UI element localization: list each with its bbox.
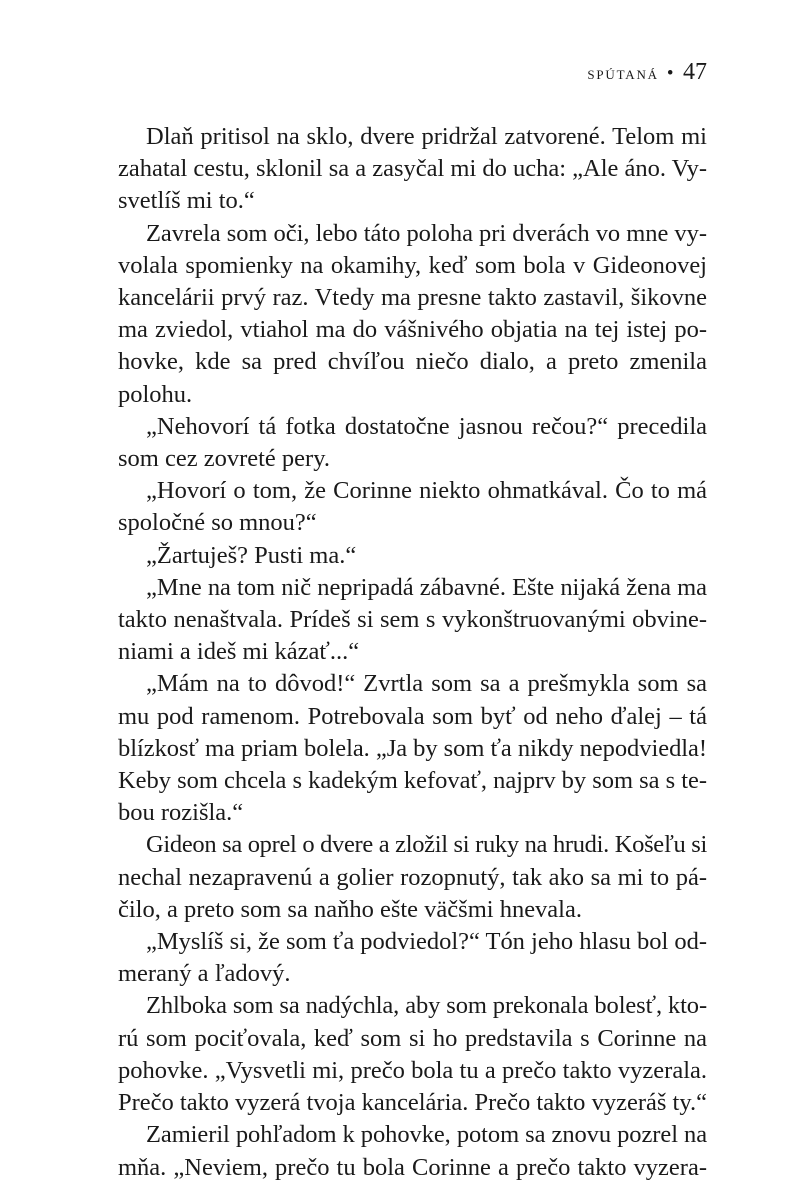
text-line: „Mne na tom nič nepripadá zábavné. Ešte nijaká žena ma [146, 573, 707, 601]
text-line: som cez zovreté pery. [118, 445, 330, 473]
text-line: pohovke. „Vysvetli mi, prečo bola tu a prečo takto vyzerala. [118, 1056, 707, 1084]
paragraph [118, 1119, 707, 1183]
paragraph [118, 926, 707, 990]
text-line: zahatal cestu, sklonil sa a zasyčal mi do ucha: „Ale áno. Vy- [118, 155, 707, 183]
text-line: volala spomienky na okamihy, keď som bola v Gideonovej [118, 251, 707, 279]
text-line: takto nenaštvala. Prídeš si sem s vykonštruovanými obvine- [118, 606, 707, 634]
paragraph [118, 411, 707, 475]
text-line: „Myslíš si, že som ťa podviedol?“ Tón jeho hlasu bol od- [146, 928, 707, 956]
text-line: Zavrela som oči, lebo táto poloha pri dverách vo mne vy- [146, 219, 707, 247]
text-line: svetlíš mi to.“ [118, 187, 255, 215]
paragraph [118, 572, 707, 669]
text-line: spoločné so mnou?“ [118, 509, 317, 537]
text-line: Zhlboka som sa nadýchla, aby som prekonala bolesť, kto- [146, 992, 707, 1020]
text-line: niami a ideš mi kázať...“ [118, 638, 360, 666]
paragraph [118, 829, 707, 926]
running-head-separator: • [666, 63, 675, 84]
text-line: Gideon sa oprel o dvere a zložil si ruky na hrudi. Košeľu si [146, 831, 707, 859]
text-line: bou rozišla.“ [118, 799, 244, 827]
text-line: mňa. „Neviem, prečo tu bola Corinne a prečo takto vyzera- [118, 1153, 707, 1181]
text-line: čilo, a preto som sa naňho ešte väčšmi hnevala. [118, 895, 582, 923]
paragraph [118, 540, 707, 572]
text-line: mu pod ramenom. Potrebovala som byť od neho ďalej – tá [118, 702, 707, 730]
paragraph [118, 218, 707, 411]
text-line: „Žartuješ? Pusti ma.“ [146, 541, 357, 569]
text-line: Prečo takto vyzerá tvoja kancelária. Prečo takto vyzeráš ty.“ [118, 1089, 707, 1117]
text-line: polohu. [118, 380, 193, 408]
text-line: nechal nezapravenú a golier rozopnutý, tak ako sa mi to pá- [118, 863, 707, 891]
text-line: Keby som chcela s kadekým kefovať, najprv by som sa s te- [118, 767, 708, 795]
paragraph [118, 990, 707, 1119]
text-line: Zamieril pohľadom k pohovke, potom sa znovu pozrel na [146, 1121, 707, 1149]
text-line: „Hovorí o tom, že Corinne niekto ohmatkával. Čo to má [146, 477, 707, 505]
paragraph [118, 475, 707, 539]
text-line: „Mám na to dôvod!“ Zvrtla som sa a prešmykla som sa [146, 670, 707, 698]
text-line: blízkosť ma priam bolela. „Ja by som ťa nikdy nepodviedla! [118, 734, 707, 762]
running-head [587, 60, 707, 84]
text-line: ma zviedol, vtiahol ma do vášnivého objatia na tej istej po- [118, 316, 707, 344]
body-text [118, 121, 707, 1184]
text-line: hovke, kde sa pred chvíľou niečo dialo, a preto zmenila [118, 348, 707, 376]
text-line: kancelárii prvý raz. Vtedy ma presne takto zastavil, šikovne [118, 284, 707, 312]
text-line: „Nehovorí tá fotka dostatočne jasnou rečou?“ precedila [146, 412, 707, 440]
paragraph [118, 668, 707, 829]
paragraph [118, 121, 707, 218]
text-line: Dlaň pritisol na sklo, dvere pridržal zatvorené. Telom mi [146, 123, 707, 150]
page-number: 47 [683, 59, 707, 85]
running-head-title: spútaná [587, 63, 659, 84]
text-line: rú som pociťovala, keď som si ho predstavila s Corinne na [118, 1024, 707, 1052]
text-line: meraný a ľadový. [118, 960, 291, 988]
